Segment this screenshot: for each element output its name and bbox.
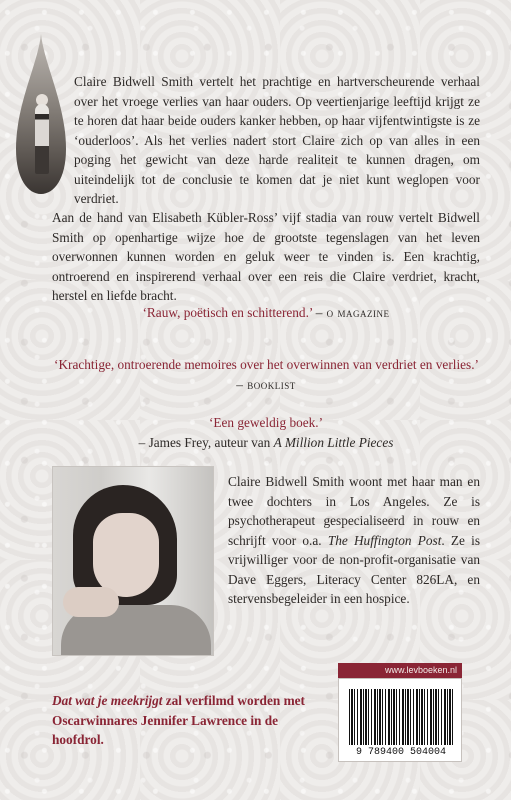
teardrop-photo: [16, 34, 66, 194]
quote-source-title: A Million Little Pieces: [273, 434, 394, 450]
publisher-website: www.levboeken.nl: [338, 663, 462, 678]
quote-text: ‘Rauw, poëtisch en schitterend.’: [142, 305, 313, 320]
bio-publication: The Huffington Post: [327, 532, 442, 548]
quote-source: – James Frey, auteur van: [138, 434, 274, 450]
quote-source: – o magazine: [315, 305, 390, 320]
author-bio: [228, 472, 480, 609]
review-quote-2: [52, 355, 480, 394]
author-photo-hand: [63, 587, 119, 617]
quote-text: ‘Krachtige, ontroerende memoires over het overwinnen van verdriet en verlies.’: [54, 357, 478, 372]
author-photo: [52, 466, 214, 656]
quote-source: – booklist: [236, 376, 296, 392]
quote-text: ‘Een geweldig boek.’: [208, 415, 324, 430]
intro-paragraph: Claire Bidwell Smith vertelt het prachtige en hartverscheurende verhaal over het vroege verlies van haar ouders. Op veertienjarige leeftijd krijgt ze te horen dat haar beide ouders kanker hebben, op haar vijfentwintigste is ze ‘ouderloos’. Als het verlies nadert stort Claire zich op van alles in een poging het gewicht van deze harde realiteit te kunnen dragen, om uiteindelijk tot de conclusie te komen dat je niet kunt weglopen voor verdriet.: [74, 74, 480, 206]
bio-text-2: . Ze is vrijwilliger voor de non-profit-organisatie van Dave Eggers, Literacy Center 826LA, en stervensbegeleider in een hospice.: [228, 532, 480, 606]
bio-text-1: Claire Bidwell Smith woont met haar man en twee dochters in Los Angeles. Ze is psychotherapeut gespecialiseerd in rouw en schrijft voor o.a.: [228, 474, 480, 548]
photo-figure-body: [35, 104, 49, 174]
author-photo-face: [93, 513, 159, 597]
film-title: Dat wat je meekrijgt: [52, 693, 163, 708]
barcode: [338, 678, 462, 762]
review-quote-1: [52, 303, 480, 323]
barcode-bars: [349, 689, 453, 745]
film-text: zal verfilmd worden met Oscarwinnares Jennifer Lawrence in de hoofdrol.: [52, 693, 305, 747]
film-announcement: [52, 691, 322, 750]
isbn-number: 9 789400 504004: [355, 747, 446, 758]
review-quote-3: [52, 413, 480, 452]
body-paragraph: Aan de hand van Elisabeth Kübler-Ross’ vijf stadia van rouw vertelt Bidwell Smith op openhartige wijze hoe de grootste tegenslagen van het leven overwonnen kunnen worden en geluk weer te vinden is. Een krachtig, ontroerend en inspirerend verhaal over een reis die Claire verdriet, kracht, herstel en liefde bracht.: [52, 210, 480, 303]
